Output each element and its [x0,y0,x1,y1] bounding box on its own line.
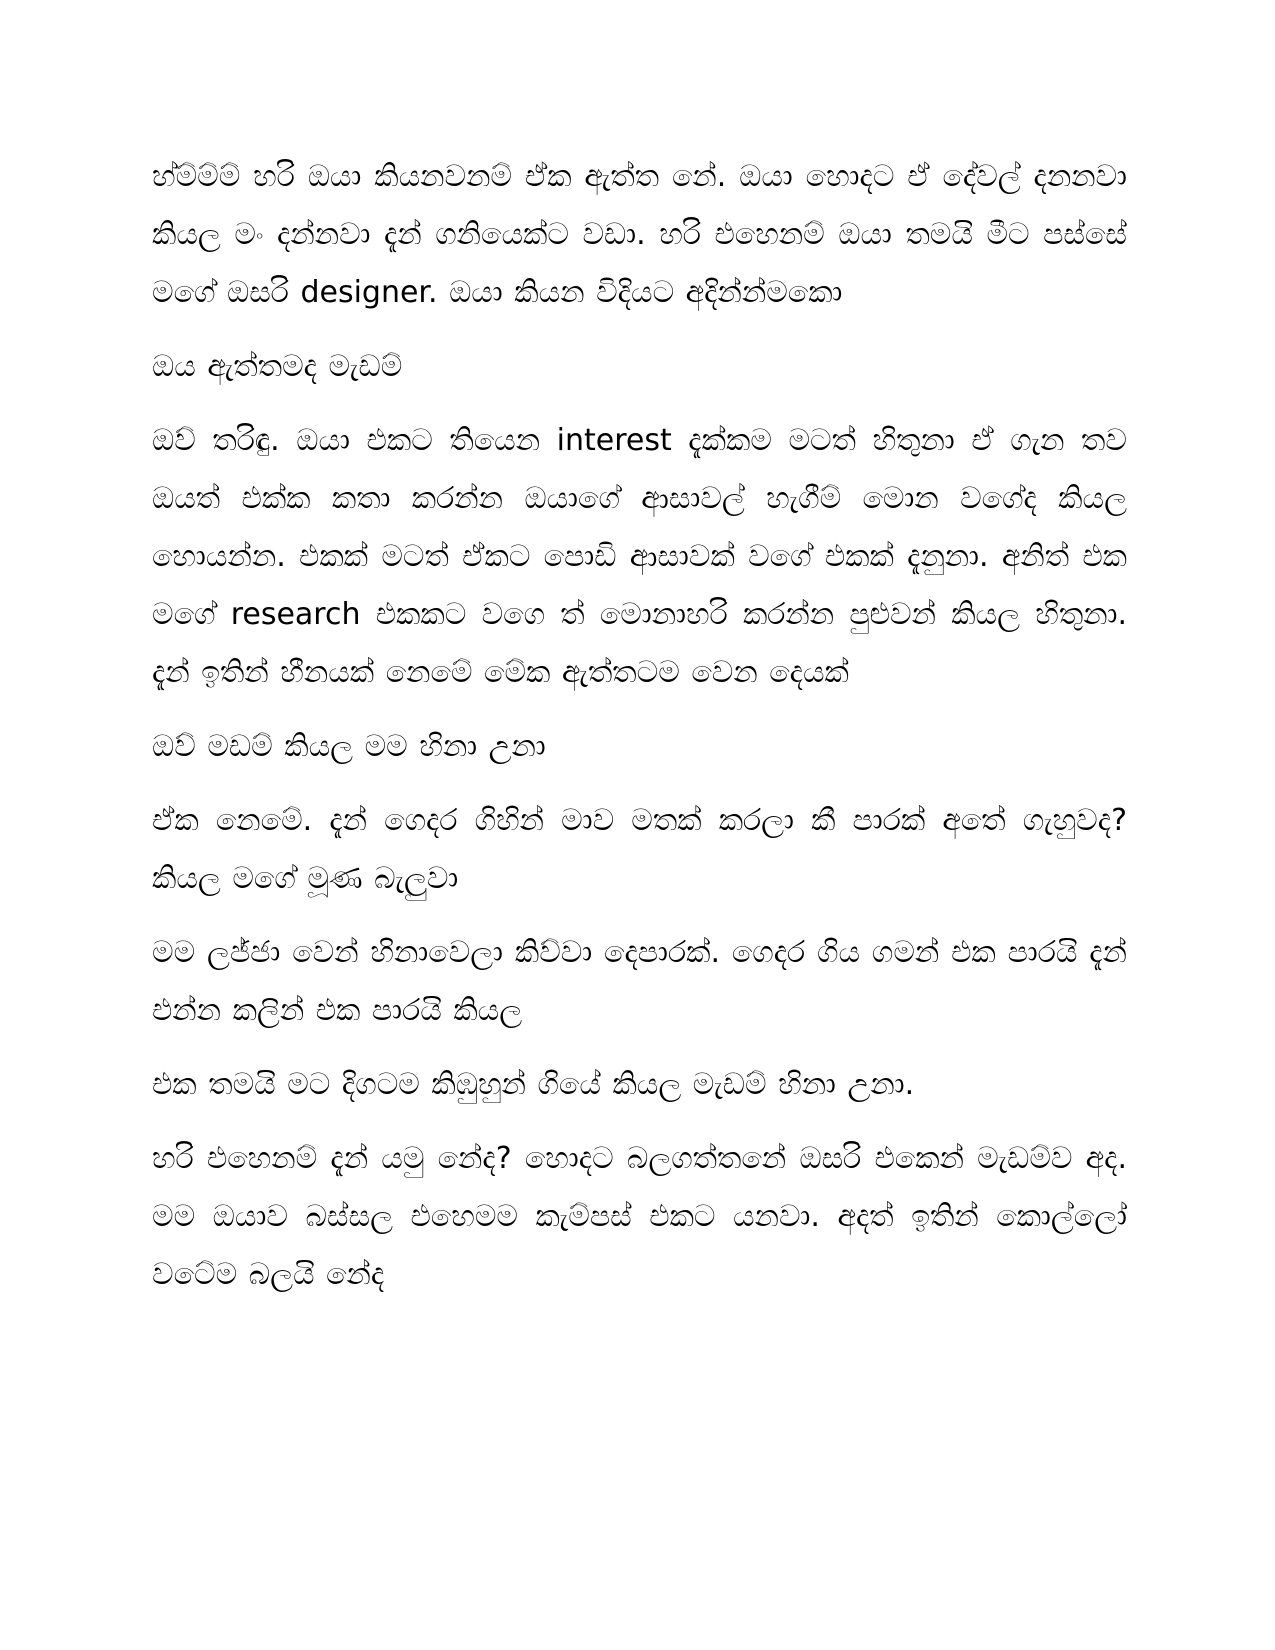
paragraph-8: හරි එහෙනම් දැන් යමු නේද? හොදට බලගත්තනේ ඔසරි එකෙන් මැඩම්ව අද. මම ඔයාව බස්සල එහෙමම කැම්පස් එකට යනවා. අදත් ඉතින් කොල්ලෝ වටේම බලයි නේද [152,1141,1127,1292]
paragraph-1: හ්ම්ම්ම් හරි ඔයා කියනවනම් ඒක ඇත්ත නේ. ඔයා හොදට ඒ දේවල් දනනවා කියල මං දන්නවා දැන් ගනියෙක්ට වඩා. හරි එහෙනම් ඔයා තමයි මීට පස්සේ මගේ ඔසරි designer. ඔයා කියන විදියට අදින්න්මකො [152,159,1127,310]
paragraph-7: එක තමයි මට දිගටම කිඹුහුන් ගියේ කියල මැඩම් හිනා උනා. [152,1067,915,1102]
document-body [152,148,1127,1320]
paragraph-2: ඔය ඇත්තමද මැඩම් [152,349,403,384]
paragraph-6: මම ලජ්ජා වෙන් හිනාවෙලා කිව්වා දෙපාරක්. ගෙදර ගිය ගමන් එක පාරයි දැන් එන්න කලින් එක පාරයි කියල [152,935,1127,1028]
paragraph-3: ඔව් තරිඳු. ඔයා එකට තියෙන interest දැක්කම මටත් හිතුනා ඒ ගැන තව ඔයත් එක්ක කතා කරන්න ඔයාගේ ආසාවල් හැගීම් මොන වගේද කියල හොයන්න. එකක් මටත් ඒකට පොඩි ආසාවක් වගේ එකක් දැනුනා. අනිත් එක මගේ research එකකට වගෙ ත් මොනාහරි කරන්න පුළුවන් කියල හිතුනා. දැන් ඉතින් හීනයක් නෙමේ මේක ඇත්තටම වෙන දෙයක් [152,423,1128,690]
paragraph-4: ඔව් මඩම් කියල මම හිනා උනා [152,729,546,764]
paragraph-5: ඒක නෙමේ. දැන් ගෙදර ගිහින් මාව මතක් කරලා කී පාරක් අතේ ගැහුවද? කියල මගේ මූණ බැලුවා [152,803,1127,896]
